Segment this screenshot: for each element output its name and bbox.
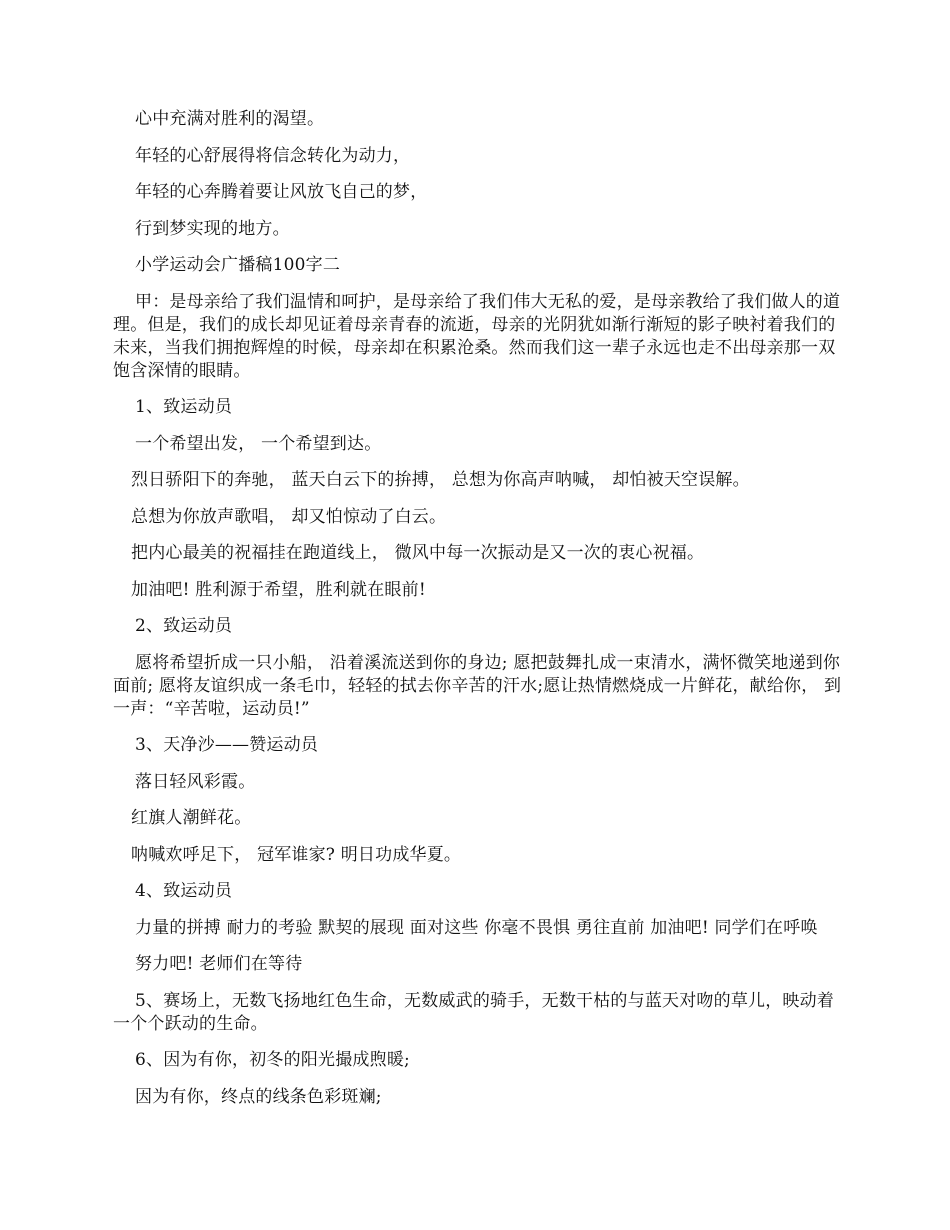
paragraph: 甲：是母亲给了我们温情和呵护，是母亲给了我们伟大无私的爱，是母亲教给了我们做人的道理。但是，我们的成长却见证着母亲青春的流逝，母亲的光阴犹如渐行渐短的影子映衬着我们的未来，当我们拥抱辉煌的时候，母亲却在积累沧桑。然而我们这一辈子永远也走不出母亲那一双饱含深情的眼睛。 bbox=[113, 291, 841, 381]
paragraph: 呐喊欢呼足下， 冠军谁家? 明日功成华夏。 bbox=[131, 844, 462, 865]
paragraph: 心中充满对胜利的渴望。 bbox=[135, 109, 325, 129]
paragraph: 年轻的心奔腾着要让风放飞自己的梦， bbox=[135, 182, 428, 202]
paragraph: 红旗人潮鲜花。 bbox=[131, 808, 252, 828]
paragraph: 年轻的心舒展得将信念转化为动力， bbox=[135, 145, 411, 166]
paragraph: 行到梦实现的地方。 bbox=[135, 218, 290, 239]
section-heading: 4、致运动员 bbox=[135, 881, 233, 901]
paragraph: 愿将希望折成一只小船， 沿着溪流送到你的身边; 愿把鼓舞扎成一束清水，满怀微笑地递到你面前; 愿将友谊织成一条毛巾，轻轻的拭去你辛苦的汗水;愿让热情燃烧成一片鲜花，献给你， 到一声：“辛苦啦，运动员!” bbox=[113, 652, 842, 719]
section-heading: 1、致运动员 bbox=[135, 397, 233, 417]
paragraph: 因为有你，终点的线条色彩斑斓; bbox=[135, 1086, 382, 1107]
paragraph: 烈日骄阳下的奔驰， 蓝天白云下的拚搏， 总想为你高声呐喊， 却怕被天空误解。 bbox=[131, 470, 750, 490]
paragraph: 努力吧! 老师们在等待 bbox=[135, 954, 303, 974]
document-body bbox=[113, 108, 843, 1122]
paragraph: 落日轻风彩霞。 bbox=[135, 771, 256, 792]
paragraph: 把内心最美的祝福挂在跑道线上， 微风中每一次振动是又一次的衷心祝福。 bbox=[131, 543, 705, 563]
paragraph: 5、赛场上，无数飞扬地红色生命，无数威武的骑手，无数干枯的与蓝天对吻的草儿，映动着一个个跃动的生命。 bbox=[113, 990, 835, 1034]
paragraph: 一个希望出发， 一个希望到达。 bbox=[135, 433, 382, 454]
section-heading: 2、致运动员 bbox=[135, 616, 233, 636]
section-heading: 3、天净沙——赞运动员 bbox=[135, 735, 319, 755]
paragraph: 加油吧! 胜利源于希望，胜利就在眼前! bbox=[131, 579, 426, 600]
section-heading: 小学运动会广播稿100字二 bbox=[135, 255, 341, 275]
paragraph: 力量的拼搏 耐力的考验 默契的展现 面对这些 你毫不畏惧 勇往直前 加油吧! 同学们在呼唤 bbox=[135, 917, 818, 938]
paragraph: 6、因为有你，初冬的阳光撮成煦暖; bbox=[135, 1050, 410, 1070]
paragraph: 总想为你放声歌唱， 却又怕惊动了白云。 bbox=[131, 506, 447, 527]
